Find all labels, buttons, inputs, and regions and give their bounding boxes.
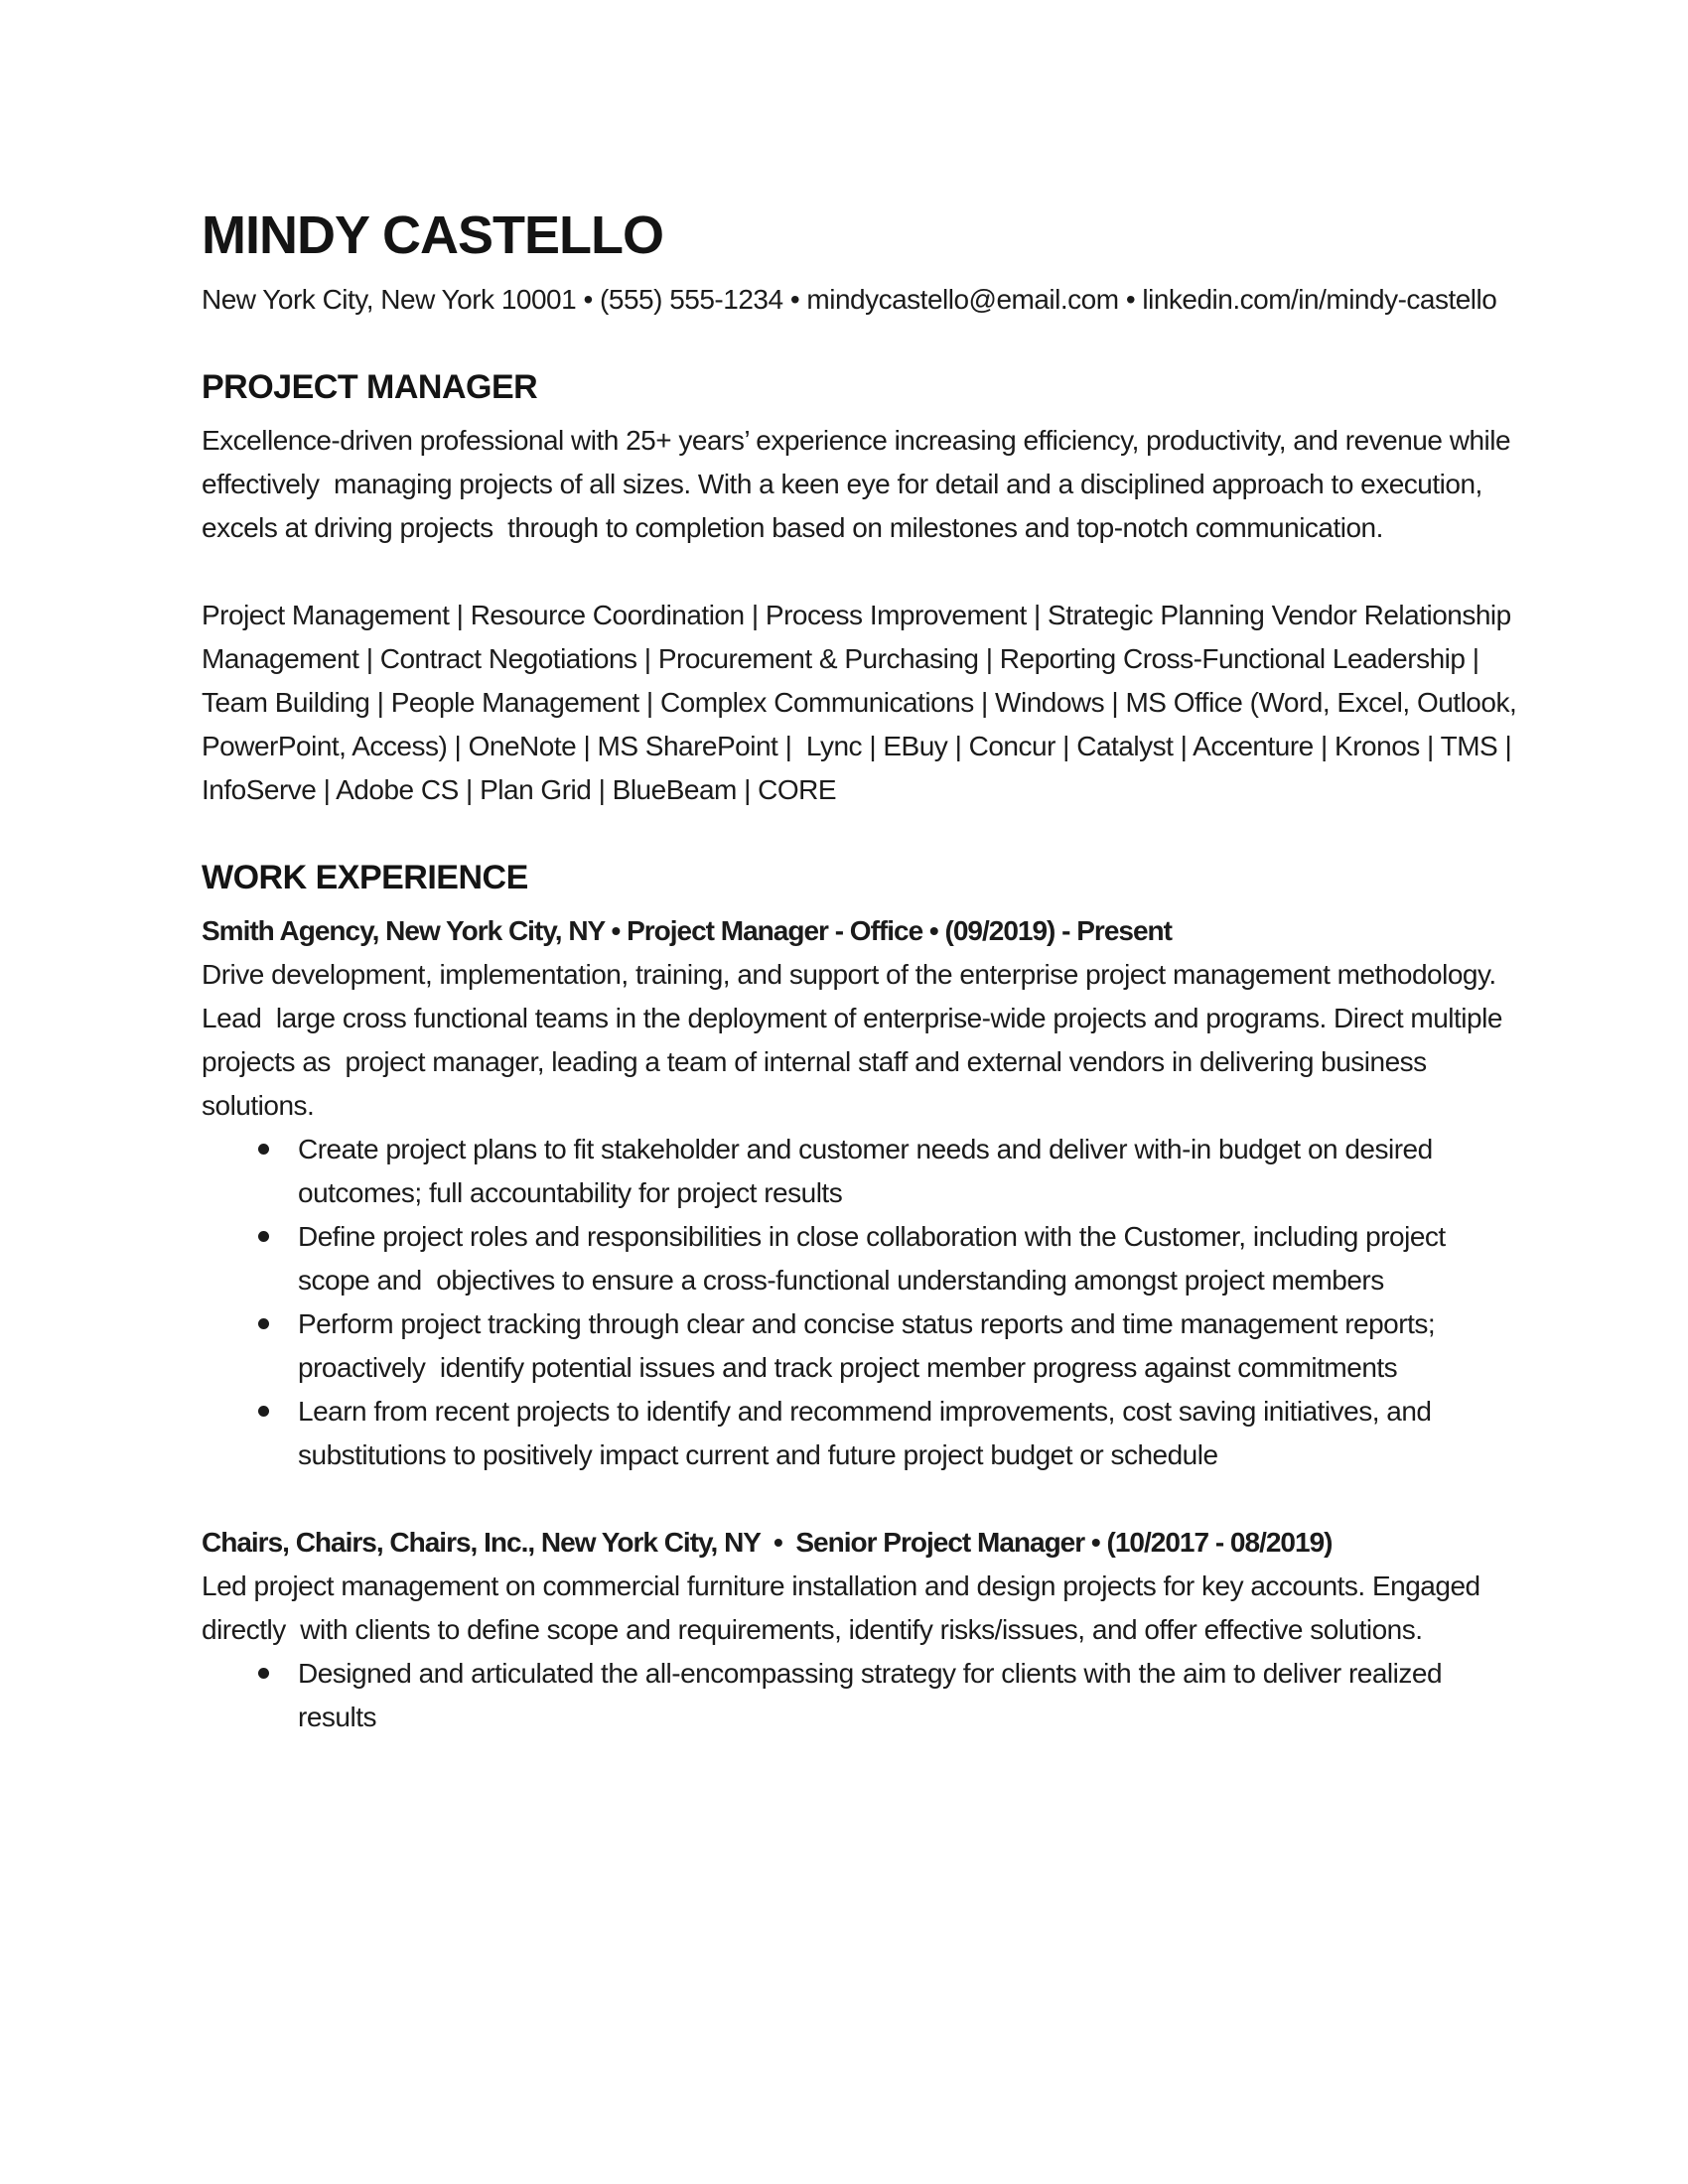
work-experience-heading: WORK EXPERIENCE [202, 859, 528, 896]
bullet-item: Perform project tracking through clear and concise status reports and time management reports; proactively identify potential issues and track project member progress against commitments [202, 1302, 1519, 1390]
job-entry-chairs-inc [202, 1521, 1519, 1739]
contact-info: New York City, New York 10001 • (555) 555-1234 • mindycastello@email.com • linkedin.com/in/mindy-castello [202, 284, 1497, 315]
job-title: Smith Agency, New York City, NY • Project Manager - Office • (09/2019) - Present [202, 915, 1172, 946]
bullet-item: Learn from recent projects to identify and recommend improvements, cost saving initiatives, and substitutions to positively impact current and future project budget or schedule [202, 1390, 1519, 1477]
skills-paragraph: Project Management | Resource Coordination | Process Improvement | Strategic Planning Vendor Relationship Management | Contract Negotiations | Procurement & Purchasing | Reporting Cross-Functional Leadership | Team Building | People Management | Complex Communications | Windows | MS Office (Word, Excel, Outlook, PowerPoint, Access) | OneNote | MS SharePoint | Lync | EBuy | Concur | Catalyst | Accenture | Kronos | TMS | InfoServe | Adobe CS | Plan Grid | BlueBeam | CORE [202, 600, 1524, 805]
profile-summary-paragraph: Excellence-driven professional with 25+ years’ experience increasing efficiency, productivity, and revenue while effectively managing projects of all sizes. With a keen eye for detail and a disciplined approach to execution, excels at driving projects through to completion based on milestones and top-notch communication. [202, 425, 1518, 543]
job-bullet-list [202, 1128, 1519, 1477]
bullet-item: Define project roles and responsibilities in close collaboration with the Customer, including project scope and objectives to ensure a cross-functional understanding amongst project members [202, 1215, 1519, 1302]
candidate-name: MINDY CASTELLO [202, 205, 664, 265]
job-description: Drive development, implementation, training, and support of the enterprise project management methodology. Lead large cross functional teams in the deployment of enterprise-wide projects and programs. Direct multiple projects as project manager, leading a team of internal staff and external vendors in delivering business solutions. [202, 959, 1510, 1121]
job-title: Chairs, Chairs, Chairs, Inc., New York City, NY • Senior Project Manager • (10/2017 - 08/2019) [202, 1527, 1333, 1558]
job-description: Led project management on commercial furniture installation and design projects for key accounts. Engaged directly with clients to define scope and requirements, identify risks/issues, and offer effective solutions. [202, 1570, 1487, 1645]
job-bullet-list [202, 1652, 1519, 1739]
job-entry-smith-agency [202, 909, 1519, 1477]
profile-section-heading: PROJECT MANAGER [202, 368, 538, 406]
bullet-item: Create project plans to fit stakeholder and customer needs and deliver with-in budget on desired outcomes; full accountability for project results [202, 1128, 1519, 1215]
bullet-item: Designed and articulated the all-encompassing strategy for clients with the aim to deliver realized results [202, 1652, 1519, 1739]
